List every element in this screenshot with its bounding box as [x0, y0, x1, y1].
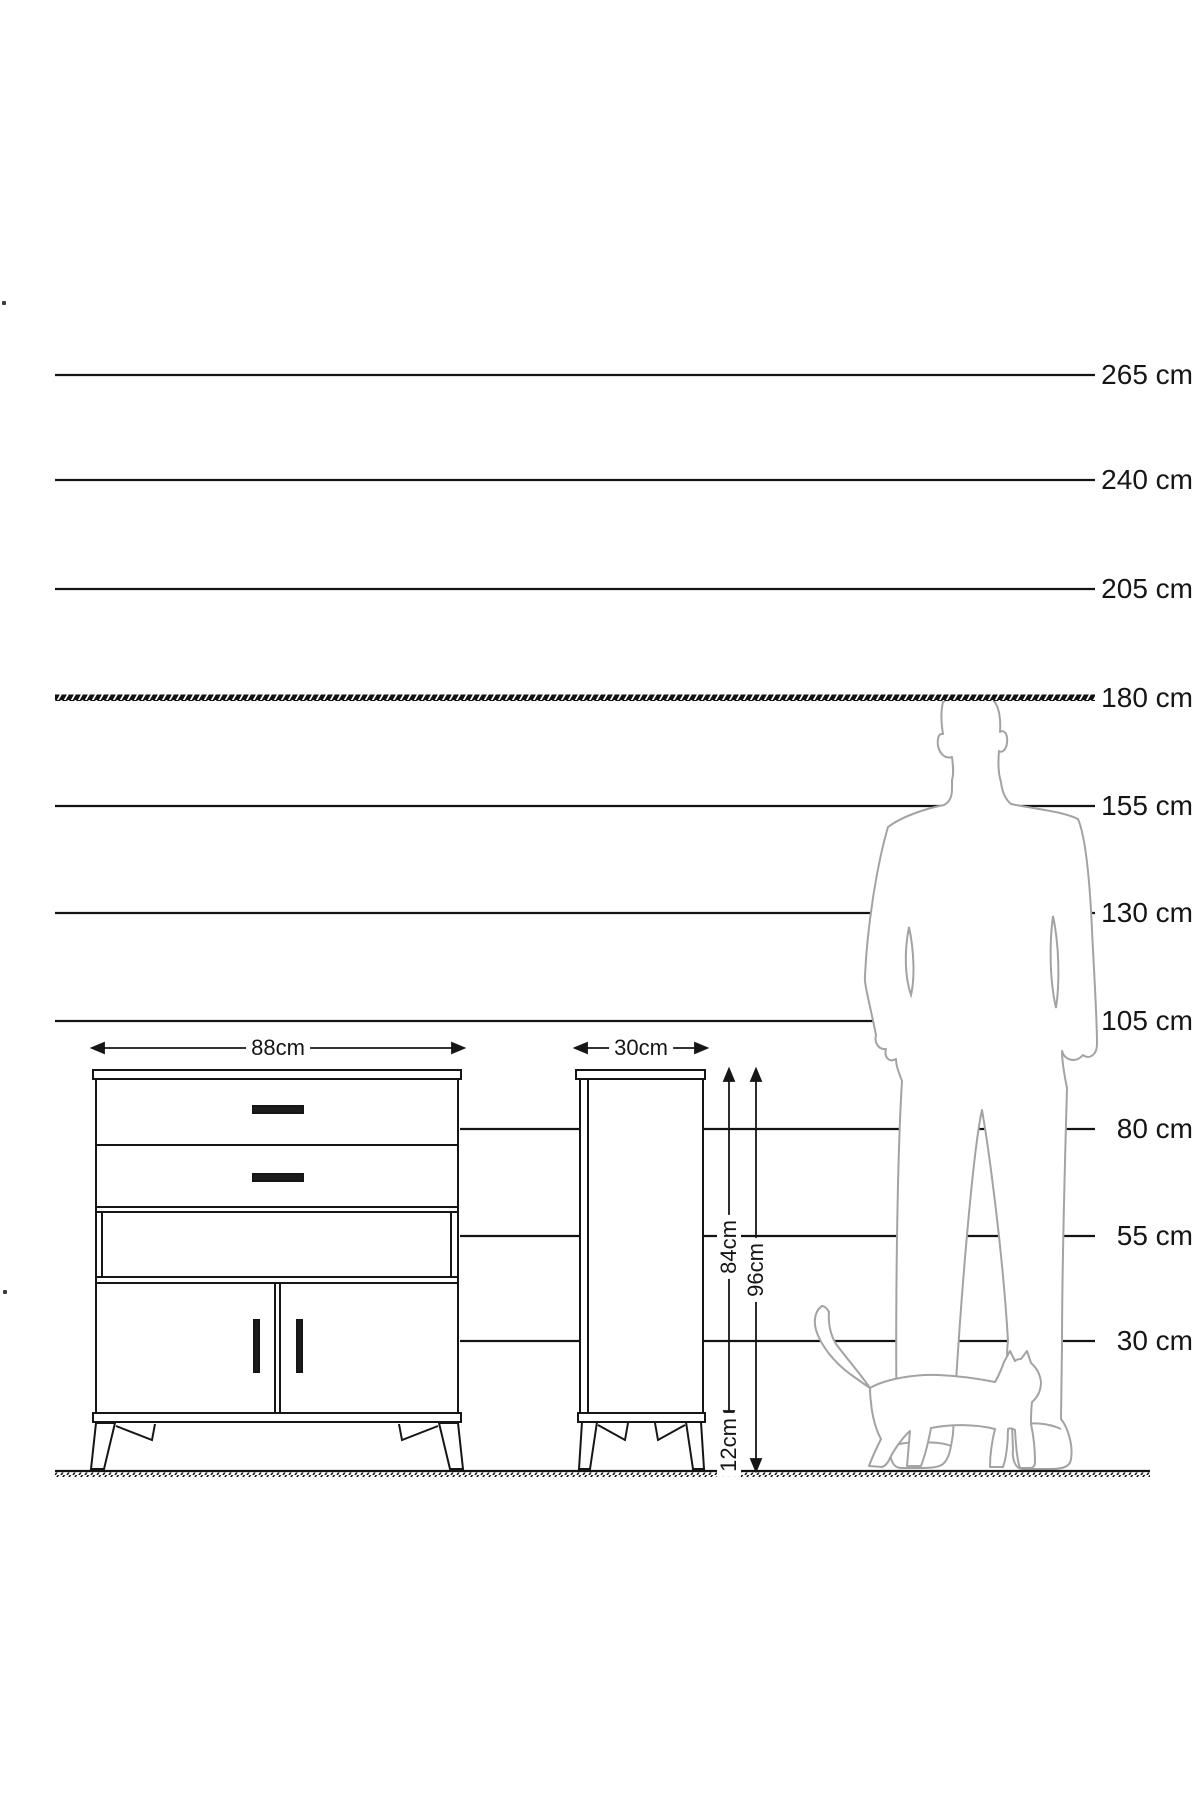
front-drawer-handle-1	[253, 1106, 303, 1113]
front-leg-right	[439, 1423, 463, 1469]
side-bottom-panel	[578, 1413, 705, 1422]
print-speck-top-left	[2, 301, 6, 305]
side-leg-front-brace	[598, 1423, 628, 1440]
front-carcass	[96, 1079, 458, 1413]
side-depth-label: 30cm	[609, 1036, 673, 1060]
side-top-panel	[576, 1070, 705, 1079]
carcass-height-label: 84cm	[717, 1215, 741, 1279]
front-leg-left	[91, 1423, 115, 1469]
width-dim-arrow-right	[452, 1043, 464, 1053]
front-top-panel	[93, 1070, 461, 1079]
width-dim-arrow-left	[92, 1043, 104, 1053]
total-dim-arrow-bottom	[751, 1459, 761, 1471]
leg-height-label: 12cm	[717, 1413, 741, 1477]
side-leg-back-brace	[655, 1423, 685, 1440]
depth-dim-arrow-right	[695, 1043, 707, 1053]
height-line-180-hatched	[55, 695, 1095, 702]
total-dim-arrow-top	[751, 1069, 761, 1081]
height-label-240: 240 cm	[1101, 464, 1193, 495]
man-silhouette	[865, 696, 1097, 1469]
front-width-label: 88cm	[246, 1036, 310, 1060]
print-speck-bottom-left	[3, 1290, 7, 1294]
height-label-180: 180 cm	[1101, 682, 1193, 713]
side-carcass	[580, 1079, 703, 1413]
front-drawer-handle-2	[253, 1174, 303, 1181]
front-leg-right-brace	[399, 1424, 438, 1440]
front-bottom-panel	[93, 1413, 461, 1422]
ground-hatch	[55, 1473, 1150, 1478]
front-door-handle-right	[297, 1320, 302, 1372]
man-body-outline	[865, 696, 1097, 1469]
height-label-130: 130 cm	[1101, 897, 1193, 928]
front-door-handle-left	[254, 1320, 259, 1372]
cabinet-side-view	[576, 1070, 705, 1469]
height-label-205: 205 cm	[1101, 573, 1193, 604]
height-label-155: 155 cm	[1101, 790, 1193, 821]
height-label-265: 265 cm	[1101, 359, 1193, 390]
front-leg-left-brace	[116, 1424, 155, 1440]
depth-dim-arrow-left	[575, 1043, 587, 1053]
side-leg-front	[579, 1422, 597, 1469]
carcass-dim-arrow-top	[724, 1069, 734, 1081]
total-height-label: 96cm	[744, 1238, 768, 1302]
cabinet-front-view	[91, 1070, 463, 1469]
height-label-105: 105 cm	[1101, 1005, 1193, 1036]
height-label-55: 55 cm	[1116, 1220, 1193, 1251]
height-label-80: 80 cm	[1116, 1113, 1193, 1144]
height-label-30: 30 cm	[1116, 1325, 1193, 1356]
side-leg-back	[686, 1422, 704, 1469]
